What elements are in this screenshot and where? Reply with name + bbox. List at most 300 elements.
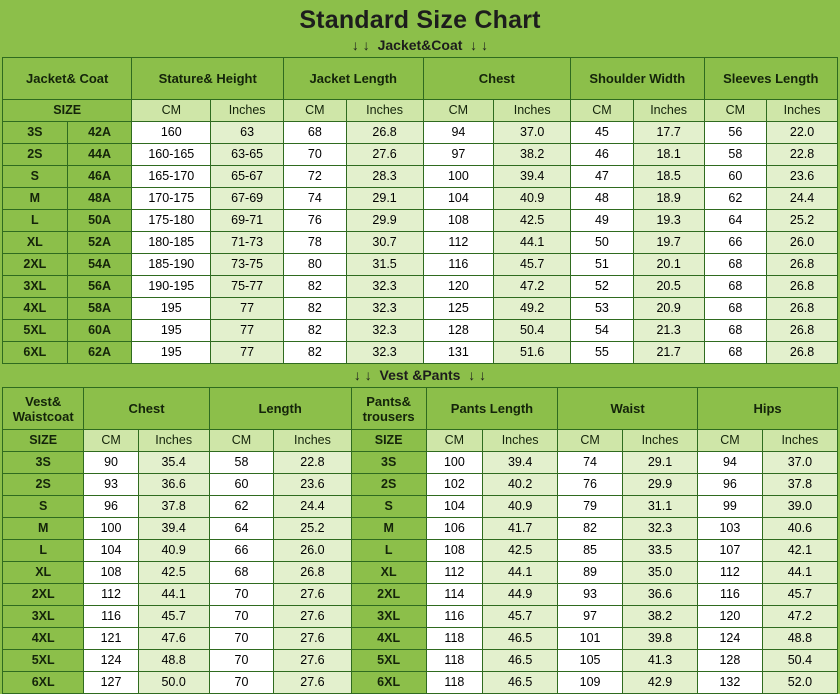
table-cell: 27.6 <box>274 672 351 694</box>
table-cell: 25.2 <box>767 210 838 232</box>
table-cell: 76 <box>284 210 347 232</box>
table-cell: 76 <box>558 474 623 496</box>
table-cell: 40.9 <box>494 188 571 210</box>
table-cell: 96 <box>698 474 763 496</box>
row-size-code: 50A <box>67 210 132 232</box>
table-cell: 64 <box>704 210 767 232</box>
table-row <box>3 562 838 584</box>
table-cell: 60 <box>704 166 767 188</box>
table-row <box>3 474 838 496</box>
table-cell: 30.7 <box>346 232 423 254</box>
row-size-code: S <box>351 496 426 518</box>
row-size-code: 6XL <box>351 672 426 694</box>
table-cell: 38.2 <box>494 144 571 166</box>
table-cell: 46.5 <box>483 628 558 650</box>
row-size-code: 2S <box>351 474 426 496</box>
table-cell: 100 <box>423 166 494 188</box>
table-cell: 20.1 <box>633 254 704 276</box>
table-cell: 77 <box>211 320 284 342</box>
subheader-cm: CM <box>84 430 138 452</box>
table-cell: 47 <box>571 166 634 188</box>
table-cell: 52.0 <box>762 672 837 694</box>
table-cell: 40.9 <box>483 496 558 518</box>
table-cell: 37.0 <box>494 122 571 144</box>
subheader-cm: CM <box>209 430 274 452</box>
table-cell: 63-65 <box>211 144 284 166</box>
table-row <box>3 342 838 364</box>
table-cell: 44.9 <box>483 584 558 606</box>
table-cell: 97 <box>558 606 623 628</box>
table-cell: 112 <box>423 232 494 254</box>
col-header-hips: Hips <box>698 388 838 430</box>
table-cell: 71-73 <box>211 232 284 254</box>
table-cell: 26.8 <box>767 342 838 364</box>
table-cell: 22.8 <box>767 144 838 166</box>
table-cell: 42.5 <box>138 562 209 584</box>
table-cell: 121 <box>84 628 138 650</box>
table-cell: 82 <box>284 276 347 298</box>
table-cell: 23.6 <box>274 474 351 496</box>
table-cell: 53 <box>571 298 634 320</box>
table-cell: 128 <box>698 650 763 672</box>
col-header-chest: Chest <box>423 58 571 100</box>
row-size-code: 3S <box>351 452 426 474</box>
table-cell: 195 <box>132 342 211 364</box>
table-cell: 35.0 <box>622 562 697 584</box>
jacket-coat-table <box>2 57 838 364</box>
row-size-label: 5XL <box>3 320 68 342</box>
row-size-label: 2XL <box>3 254 68 276</box>
table-row <box>3 540 838 562</box>
table-row <box>3 276 838 298</box>
table-cell: 118 <box>426 650 482 672</box>
table-cell: 52 <box>571 276 634 298</box>
subheader-cm: CM <box>698 430 763 452</box>
table-cell: 50.4 <box>494 320 571 342</box>
table-cell: 37.0 <box>762 452 837 474</box>
row-size-label: M <box>3 518 84 540</box>
table-cell: 29.1 <box>622 452 697 474</box>
row-size-label: XL <box>3 232 68 254</box>
table-cell: 93 <box>558 584 623 606</box>
table-cell: 82 <box>284 298 347 320</box>
table-header-row <box>3 388 838 430</box>
table-cell: 24.4 <box>767 188 838 210</box>
table-cell: 45.7 <box>483 606 558 628</box>
table-cell: 31.5 <box>346 254 423 276</box>
table-cell: 26.0 <box>274 540 351 562</box>
table-cell: 19.7 <box>633 232 704 254</box>
table-cell: 46 <box>571 144 634 166</box>
table-cell: 73-75 <box>211 254 284 276</box>
table-cell: 108 <box>426 540 482 562</box>
table-cell: 42.5 <box>494 210 571 232</box>
page-title: Standard Size Chart <box>299 6 541 34</box>
subheader-size: SIZE <box>3 430 84 452</box>
table-cell: 101 <box>558 628 623 650</box>
jacket-section-banner: ↓ ↓ Jacket&Coat ↓ ↓ <box>351 37 489 53</box>
table-cell: 21.3 <box>633 320 704 342</box>
row-size-code: 62A <box>67 342 132 364</box>
table-cell: 70 <box>209 650 274 672</box>
table-cell: 27.6 <box>274 606 351 628</box>
row-size-label: S <box>3 496 84 518</box>
table-cell: 20.9 <box>633 298 704 320</box>
row-size-code: 42A <box>67 122 132 144</box>
col-header-waist: Waist <box>558 388 698 430</box>
table-cell: 165-170 <box>132 166 211 188</box>
table-cell: 18.1 <box>633 144 704 166</box>
table-cell: 32.3 <box>346 342 423 364</box>
table-cell: 68 <box>704 342 767 364</box>
table-cell: 56 <box>704 122 767 144</box>
table-cell: 85 <box>558 540 623 562</box>
table-row <box>3 518 838 540</box>
table-cell: 33.5 <box>622 540 697 562</box>
table-cell: 195 <box>132 320 211 342</box>
table-cell: 89 <box>558 562 623 584</box>
table-cell: 94 <box>423 122 494 144</box>
row-size-label: 4XL <box>3 298 68 320</box>
table-cell: 63 <box>211 122 284 144</box>
subheader-inches: Inches <box>633 100 704 122</box>
table-cell: 116 <box>84 606 138 628</box>
table-cell: 75-77 <box>211 276 284 298</box>
table-cell: 82 <box>284 342 347 364</box>
subheader-inches: Inches <box>346 100 423 122</box>
table-row <box>3 496 838 518</box>
table-cell: 26.8 <box>767 254 838 276</box>
table-cell: 48.8 <box>138 650 209 672</box>
table-cell: 90 <box>84 452 138 474</box>
table-cell: 50.4 <box>762 650 837 672</box>
table-cell: 50 <box>571 232 634 254</box>
row-size-code: XL <box>351 562 426 584</box>
table-row <box>3 650 838 672</box>
table-cell: 44.1 <box>483 562 558 584</box>
table-cell: 127 <box>84 672 138 694</box>
table-cell: 108 <box>423 210 494 232</box>
table-cell: 125 <box>423 298 494 320</box>
table-cell: 96 <box>84 496 138 518</box>
table-cell: 66 <box>704 232 767 254</box>
table-cell: 27.6 <box>274 628 351 650</box>
table-cell: 82 <box>284 320 347 342</box>
table-row <box>3 254 838 276</box>
row-size-code: 46A <box>67 166 132 188</box>
subheader-cm: CM <box>704 100 767 122</box>
table-cell: 39.4 <box>483 452 558 474</box>
row-size-code: M <box>351 518 426 540</box>
table-row <box>3 298 838 320</box>
table-cell: 42.9 <box>622 672 697 694</box>
row-size-code: 3XL <box>351 606 426 628</box>
table-row <box>3 210 838 232</box>
subheader-inches: Inches <box>211 100 284 122</box>
table-cell: 46.5 <box>483 650 558 672</box>
row-size-label: 6XL <box>3 672 84 694</box>
table-cell: 45 <box>571 122 634 144</box>
table-cell: 18.5 <box>633 166 704 188</box>
table-cell: 36.6 <box>622 584 697 606</box>
table-cell: 82 <box>558 518 623 540</box>
table-cell: 40.6 <box>762 518 837 540</box>
table-cell: 74 <box>558 452 623 474</box>
table-cell: 29.9 <box>622 474 697 496</box>
subheader-inches: Inches <box>494 100 571 122</box>
table-cell: 37.8 <box>138 496 209 518</box>
row-size-label: 2S <box>3 474 84 496</box>
table-cell: 22.8 <box>274 452 351 474</box>
row-size-code: 48A <box>67 188 132 210</box>
row-size-code: 5XL <box>351 650 426 672</box>
table-cell: 116 <box>698 584 763 606</box>
row-size-label: 6XL <box>3 342 68 364</box>
table-cell: 118 <box>426 628 482 650</box>
table-cell: 41.7 <box>483 518 558 540</box>
subheader-inches: Inches <box>274 430 351 452</box>
table-cell: 39.8 <box>622 628 697 650</box>
table-row <box>3 584 838 606</box>
table-cell: 62 <box>209 496 274 518</box>
table-cell: 102 <box>426 474 482 496</box>
table-cell: 27.6 <box>274 650 351 672</box>
table-cell: 24.4 <box>274 496 351 518</box>
table-cell: 49 <box>571 210 634 232</box>
row-size-code: 60A <box>67 320 132 342</box>
table-cell: 45.7 <box>494 254 571 276</box>
table-cell: 41.3 <box>622 650 697 672</box>
table-cell: 45.7 <box>762 584 837 606</box>
table-cell: 116 <box>423 254 494 276</box>
table-cell: 27.6 <box>274 584 351 606</box>
table-row <box>3 452 838 474</box>
table-cell: 37.8 <box>762 474 837 496</box>
table-cell: 108 <box>84 562 138 584</box>
table-cell: 54 <box>571 320 634 342</box>
table-cell: 185-190 <box>132 254 211 276</box>
table-cell: 49.2 <box>494 298 571 320</box>
table-row <box>3 606 838 628</box>
col-header-jacket-coat: Jacket& Coat <box>3 58 132 100</box>
table-cell: 124 <box>698 628 763 650</box>
table-cell: 112 <box>84 584 138 606</box>
table-cell: 70 <box>284 144 347 166</box>
col-header-chest: Chest <box>84 388 209 430</box>
table-cell: 23.6 <box>767 166 838 188</box>
row-size-label: XL <box>3 562 84 584</box>
row-size-code: 56A <box>67 276 132 298</box>
table-cell: 170-175 <box>132 188 211 210</box>
row-size-code: L <box>351 540 426 562</box>
table-cell: 58 <box>209 452 274 474</box>
table-cell: 51 <box>571 254 634 276</box>
subheader-size: SIZE <box>351 430 426 452</box>
table-cell: 77 <box>211 342 284 364</box>
row-size-label: 2S <box>3 144 68 166</box>
table-cell: 120 <box>423 276 494 298</box>
table-cell: 39.0 <box>762 496 837 518</box>
table-cell: 160-165 <box>132 144 211 166</box>
table-cell: 67-69 <box>211 188 284 210</box>
subheader-inches: Inches <box>762 430 837 452</box>
col-header-shoulder-width: Shoulder Width <box>571 58 704 100</box>
table-cell: 46.5 <box>483 672 558 694</box>
table-header-row <box>3 58 838 100</box>
subheader-inches: Inches <box>138 430 209 452</box>
table-cell: 103 <box>698 518 763 540</box>
table-cell: 32.3 <box>346 298 423 320</box>
row-size-label: L <box>3 540 84 562</box>
table-cell: 47.6 <box>138 628 209 650</box>
table-cell: 28.3 <box>346 166 423 188</box>
table-cell: 62 <box>704 188 767 210</box>
subheader-size: SIZE <box>3 100 132 122</box>
table-cell: 116 <box>426 606 482 628</box>
row-size-label: 3S <box>3 122 68 144</box>
table-cell: 44.1 <box>138 584 209 606</box>
table-cell: 39.4 <box>138 518 209 540</box>
table-cell: 26.8 <box>767 276 838 298</box>
col-header-pants-length: Pants Length <box>426 388 557 430</box>
table-cell: 42.1 <box>762 540 837 562</box>
subheader-cm: CM <box>426 430 482 452</box>
table-cell: 70 <box>209 584 274 606</box>
row-size-label: 2XL <box>3 584 84 606</box>
table-cell: 112 <box>698 562 763 584</box>
table-cell: 64 <box>209 518 274 540</box>
table-cell: 27.6 <box>346 144 423 166</box>
table-cell: 195 <box>132 298 211 320</box>
subheader-inches: Inches <box>483 430 558 452</box>
table-cell: 38.2 <box>622 606 697 628</box>
table-row <box>3 144 838 166</box>
subheader-inches: Inches <box>767 100 838 122</box>
table-cell: 79 <box>558 496 623 518</box>
table-cell: 112 <box>426 562 482 584</box>
row-size-code: 54A <box>67 254 132 276</box>
table-cell: 32.3 <box>346 276 423 298</box>
table-cell: 106 <box>426 518 482 540</box>
table-cell: 100 <box>84 518 138 540</box>
table-cell: 70 <box>209 628 274 650</box>
table-cell: 190-195 <box>132 276 211 298</box>
table-subheader-row <box>3 100 838 122</box>
table-cell: 124 <box>84 650 138 672</box>
table-cell: 93 <box>84 474 138 496</box>
table-cell: 68 <box>284 122 347 144</box>
table-cell: 69-71 <box>211 210 284 232</box>
subheader-cm: CM <box>558 430 623 452</box>
table-cell: 132 <box>698 672 763 694</box>
table-cell: 68 <box>209 562 274 584</box>
table-cell: 47.2 <box>762 606 837 628</box>
col-header-length: Length <box>209 388 351 430</box>
subheader-cm: CM <box>284 100 347 122</box>
row-size-code: 52A <box>67 232 132 254</box>
table-cell: 40.2 <box>483 474 558 496</box>
row-size-code: 44A <box>67 144 132 166</box>
row-size-code: 58A <box>67 298 132 320</box>
row-size-label: 3XL <box>3 276 68 298</box>
table-cell: 175-180 <box>132 210 211 232</box>
subheader-inches: Inches <box>622 430 697 452</box>
vest-pants-section-banner: ↓ ↓ Vest &Pants ↓ ↓ <box>353 367 487 383</box>
row-size-label: 3S <box>3 452 84 474</box>
table-cell: 66 <box>209 540 274 562</box>
table-cell: 68 <box>704 298 767 320</box>
table-cell: 44.1 <box>762 562 837 584</box>
table-cell: 21.7 <box>633 342 704 364</box>
col-header-sleeves-length: Sleeves Length <box>704 58 838 100</box>
table-cell: 68 <box>704 254 767 276</box>
table-cell: 128 <box>423 320 494 342</box>
table-cell: 26.8 <box>767 298 838 320</box>
table-cell: 45.7 <box>138 606 209 628</box>
table-cell: 97 <box>423 144 494 166</box>
table-cell: 68 <box>704 276 767 298</box>
table-cell: 104 <box>423 188 494 210</box>
table-cell: 25.2 <box>274 518 351 540</box>
table-cell: 36.6 <box>138 474 209 496</box>
table-cell: 39.4 <box>494 166 571 188</box>
table-cell: 80 <box>284 254 347 276</box>
table-cell: 40.9 <box>138 540 209 562</box>
row-size-code: 2XL <box>351 584 426 606</box>
table-cell: 105 <box>558 650 623 672</box>
table-cell: 104 <box>426 496 482 518</box>
table-cell: 60 <box>209 474 274 496</box>
table-cell: 70 <box>209 606 274 628</box>
table-cell: 17.7 <box>633 122 704 144</box>
table-cell: 72 <box>284 166 347 188</box>
table-row <box>3 166 838 188</box>
col-header-stature-height: Stature& Height <box>132 58 284 100</box>
row-size-label: 3XL <box>3 606 84 628</box>
table-cell: 51.6 <box>494 342 571 364</box>
table-subheader-row <box>3 430 838 452</box>
subheader-cm: CM <box>132 100 211 122</box>
table-cell: 32.3 <box>622 518 697 540</box>
table-cell: 19.3 <box>633 210 704 232</box>
table-row <box>3 232 838 254</box>
table-cell: 109 <box>558 672 623 694</box>
table-cell: 50.0 <box>138 672 209 694</box>
col-header-pants-trousers: Pants& trousers <box>351 388 426 430</box>
table-cell: 55 <box>571 342 634 364</box>
row-size-label: L <box>3 210 68 232</box>
col-header-jacket-length: Jacket Length <box>284 58 424 100</box>
table-cell: 77 <box>211 298 284 320</box>
table-cell: 100 <box>426 452 482 474</box>
col-header-vest-waistcoat: Vest& Waistcoat <box>3 388 84 430</box>
table-cell: 70 <box>209 672 274 694</box>
table-cell: 99 <box>698 496 763 518</box>
table-cell: 94 <box>698 452 763 474</box>
table-cell: 31.1 <box>622 496 697 518</box>
table-row <box>3 122 838 144</box>
table-row <box>3 628 838 650</box>
table-cell: 120 <box>698 606 763 628</box>
row-size-label: 5XL <box>3 650 84 672</box>
table-row <box>3 320 838 342</box>
table-cell: 48 <box>571 188 634 210</box>
table-cell: 65-67 <box>211 166 284 188</box>
table-cell: 114 <box>426 584 482 606</box>
table-cell: 48.8 <box>762 628 837 650</box>
table-cell: 20.5 <box>633 276 704 298</box>
table-cell: 42.5 <box>483 540 558 562</box>
